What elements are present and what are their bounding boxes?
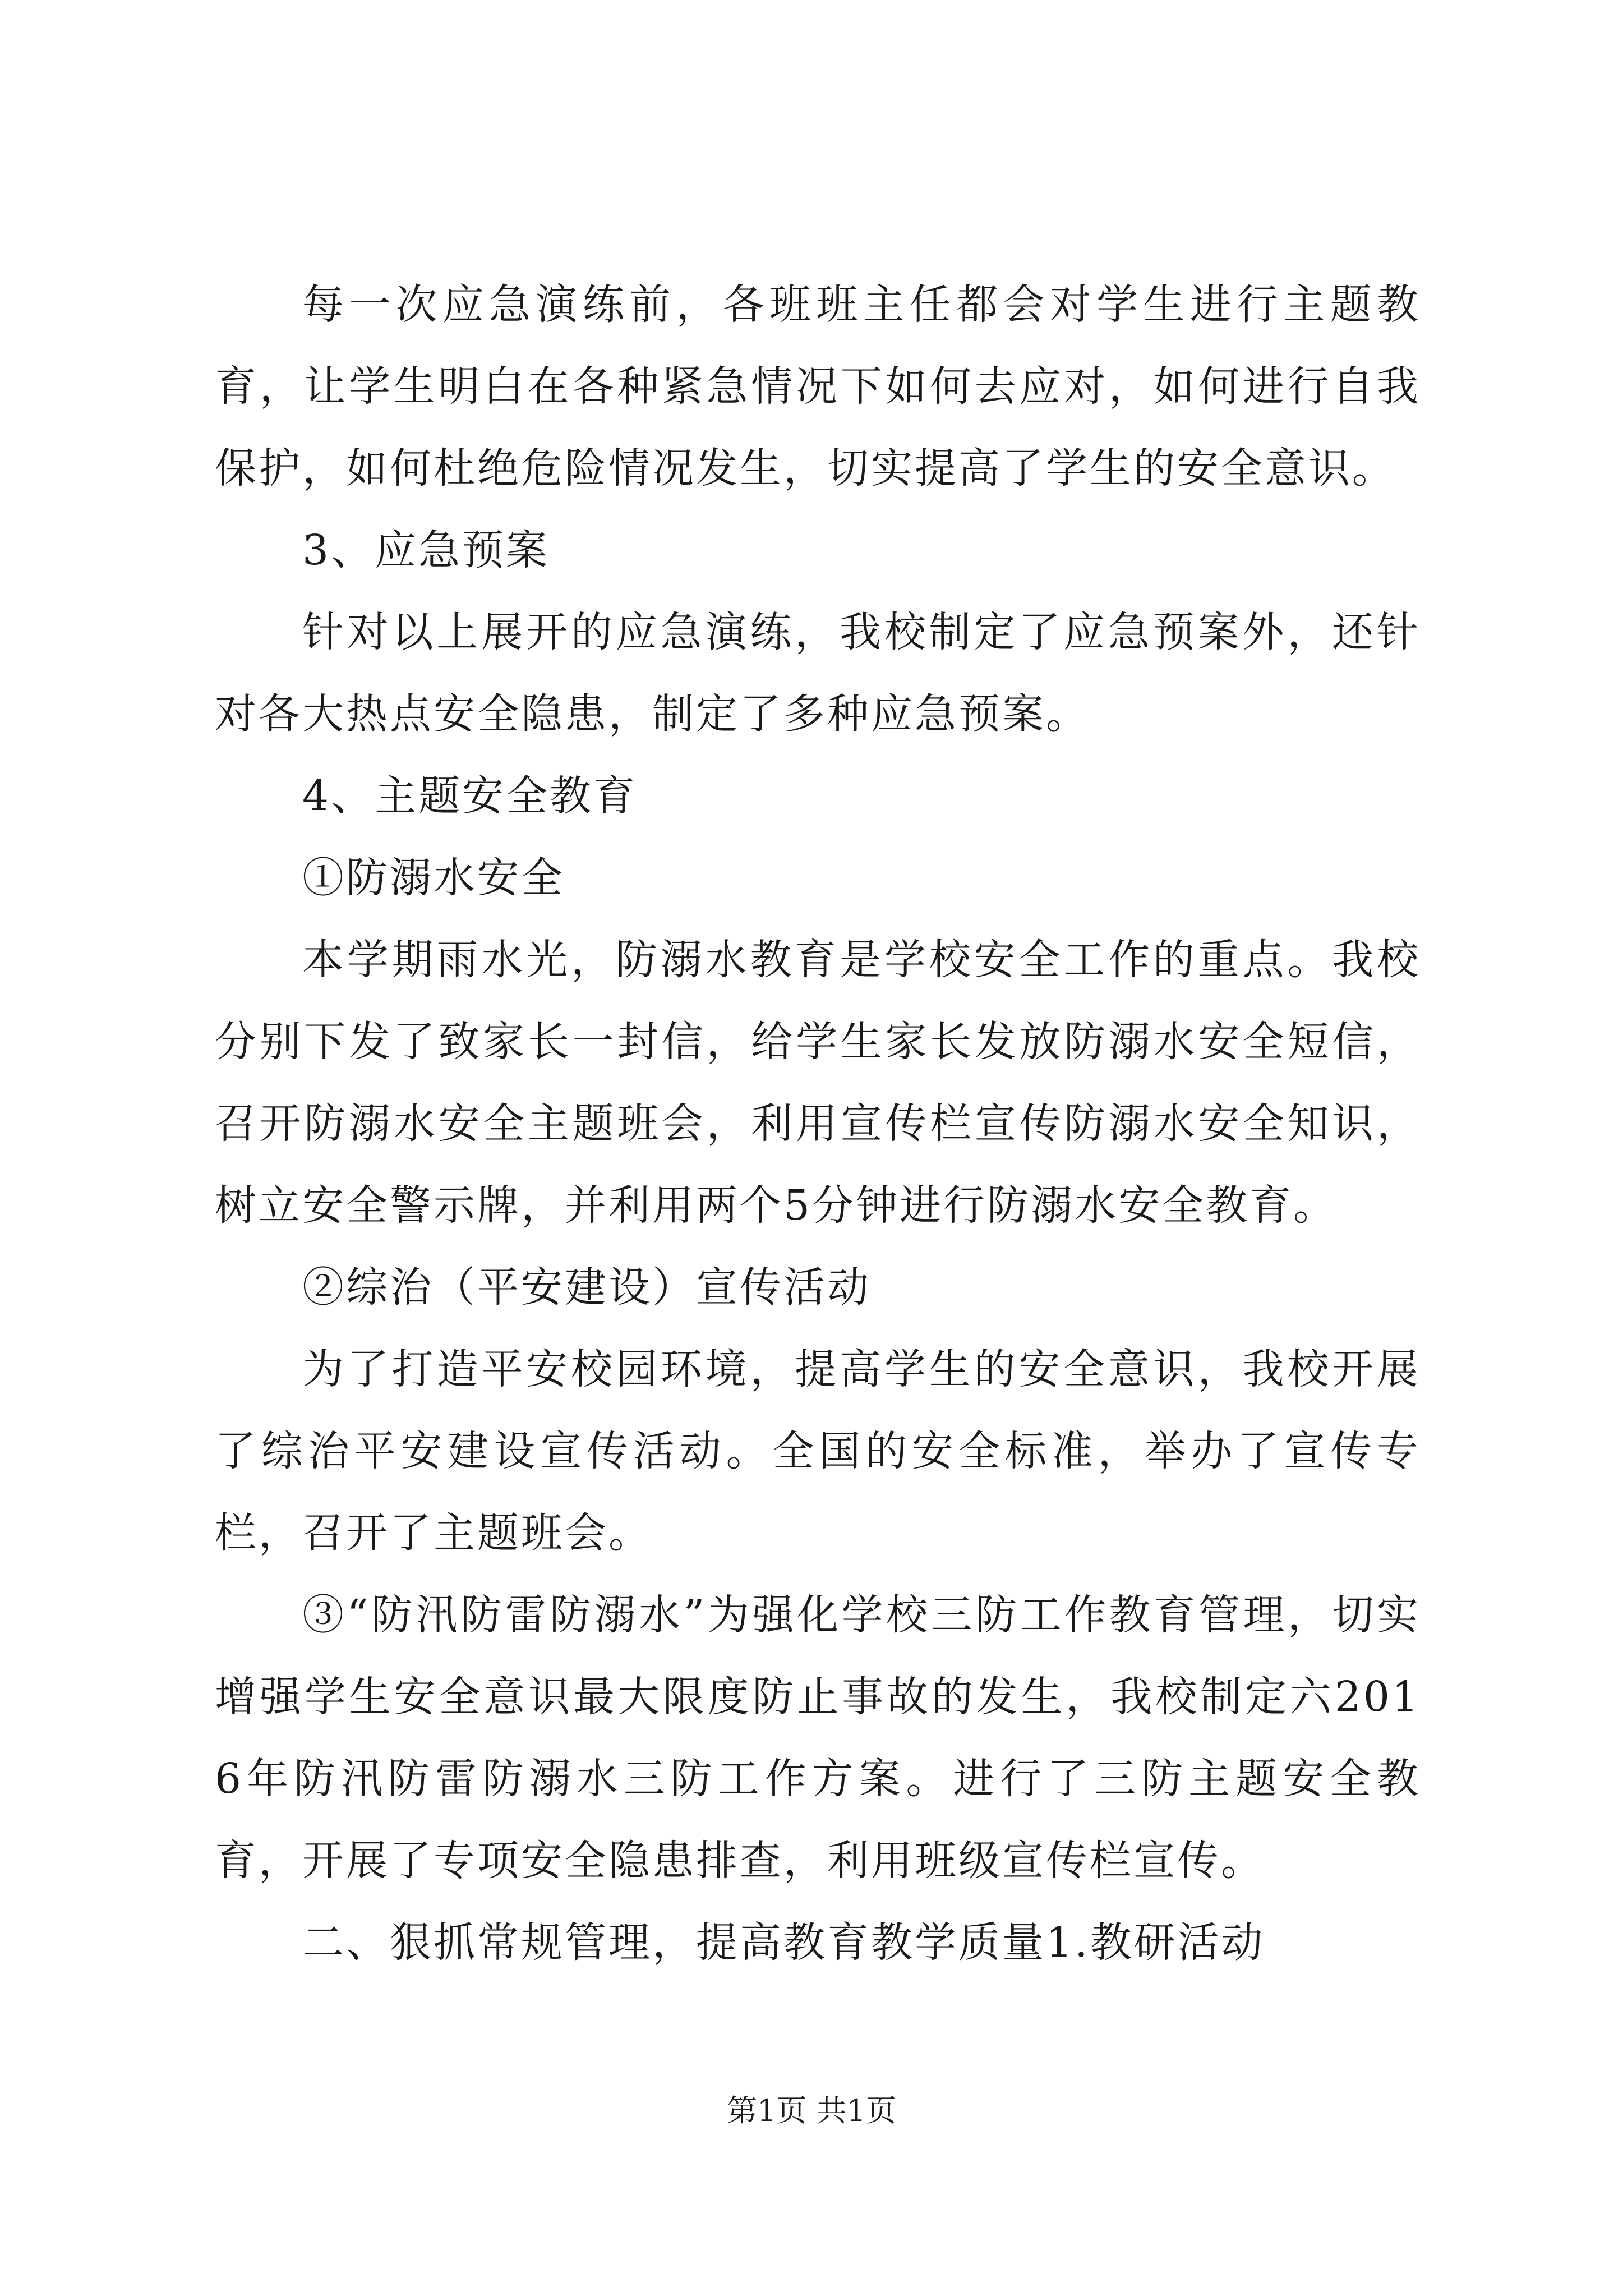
- paragraph-emergency-plan: 针对以上展开的应急演练，我校制定了应急预案外，还针对各大热点安全隐患，制定了多种应急预案。: [215, 608, 1421, 738]
- subheading-drowning-prevention: ①防溺水安全: [302, 854, 565, 902]
- document-body: [215, 264, 1421, 1984]
- heading-routine-management: 二、狠抓常规管理，提高教育教学质量1.教研活动: [302, 1918, 1265, 1967]
- paragraph-drowning-prevention: 本学期雨水光，防溺水教育是学校安全工作的重点。我校分别下发了致家长一封信，给学生家长发放防溺水安全短信，召开防溺水安全主题班会，利用宣传栏宣传防溺水安全知识，树立安全警示牌，并利用两个5分钟进行防溺水安全教育。: [215, 936, 1421, 1230]
- heading-theme-safety-education: 4、主题安全教育: [302, 772, 638, 820]
- subheading-safe-construction: ②综治（平安建设）宣传活动: [302, 1263, 871, 1312]
- heading-emergency-plan: 3、应急预案: [302, 526, 550, 574]
- page-footer: 第1页 共1页: [727, 2093, 896, 2128]
- paragraph-drill-education: 每一次应急演练前，各班班主任都会对学生进行主题教育，让学生明白在各种紧急情况下如何去应对，如何进行自我保护，如何杜绝危险情况发生，切实提高了学生的安全意识。: [215, 280, 1421, 493]
- paragraph-safe-construction: 为了打造平安校园环境，提高学生的安全意识，我校开展了综治平安建设宣传活动。全国的安全标准，举办了宣传专栏，召开了主题班会。: [215, 1345, 1421, 1557]
- paragraph-three-prevention: ③“防汛防雷防溺水”为强化学校三防工作教育管理，切实增强学生安全意识最大限度防止事故的发生，我校制定六2016年防汛防雷防溺水三防工作方案。进行了三防主题安全教育，开展了专项安全隐患排查，利用班级宣传栏宣传。: [215, 1591, 1421, 1885]
